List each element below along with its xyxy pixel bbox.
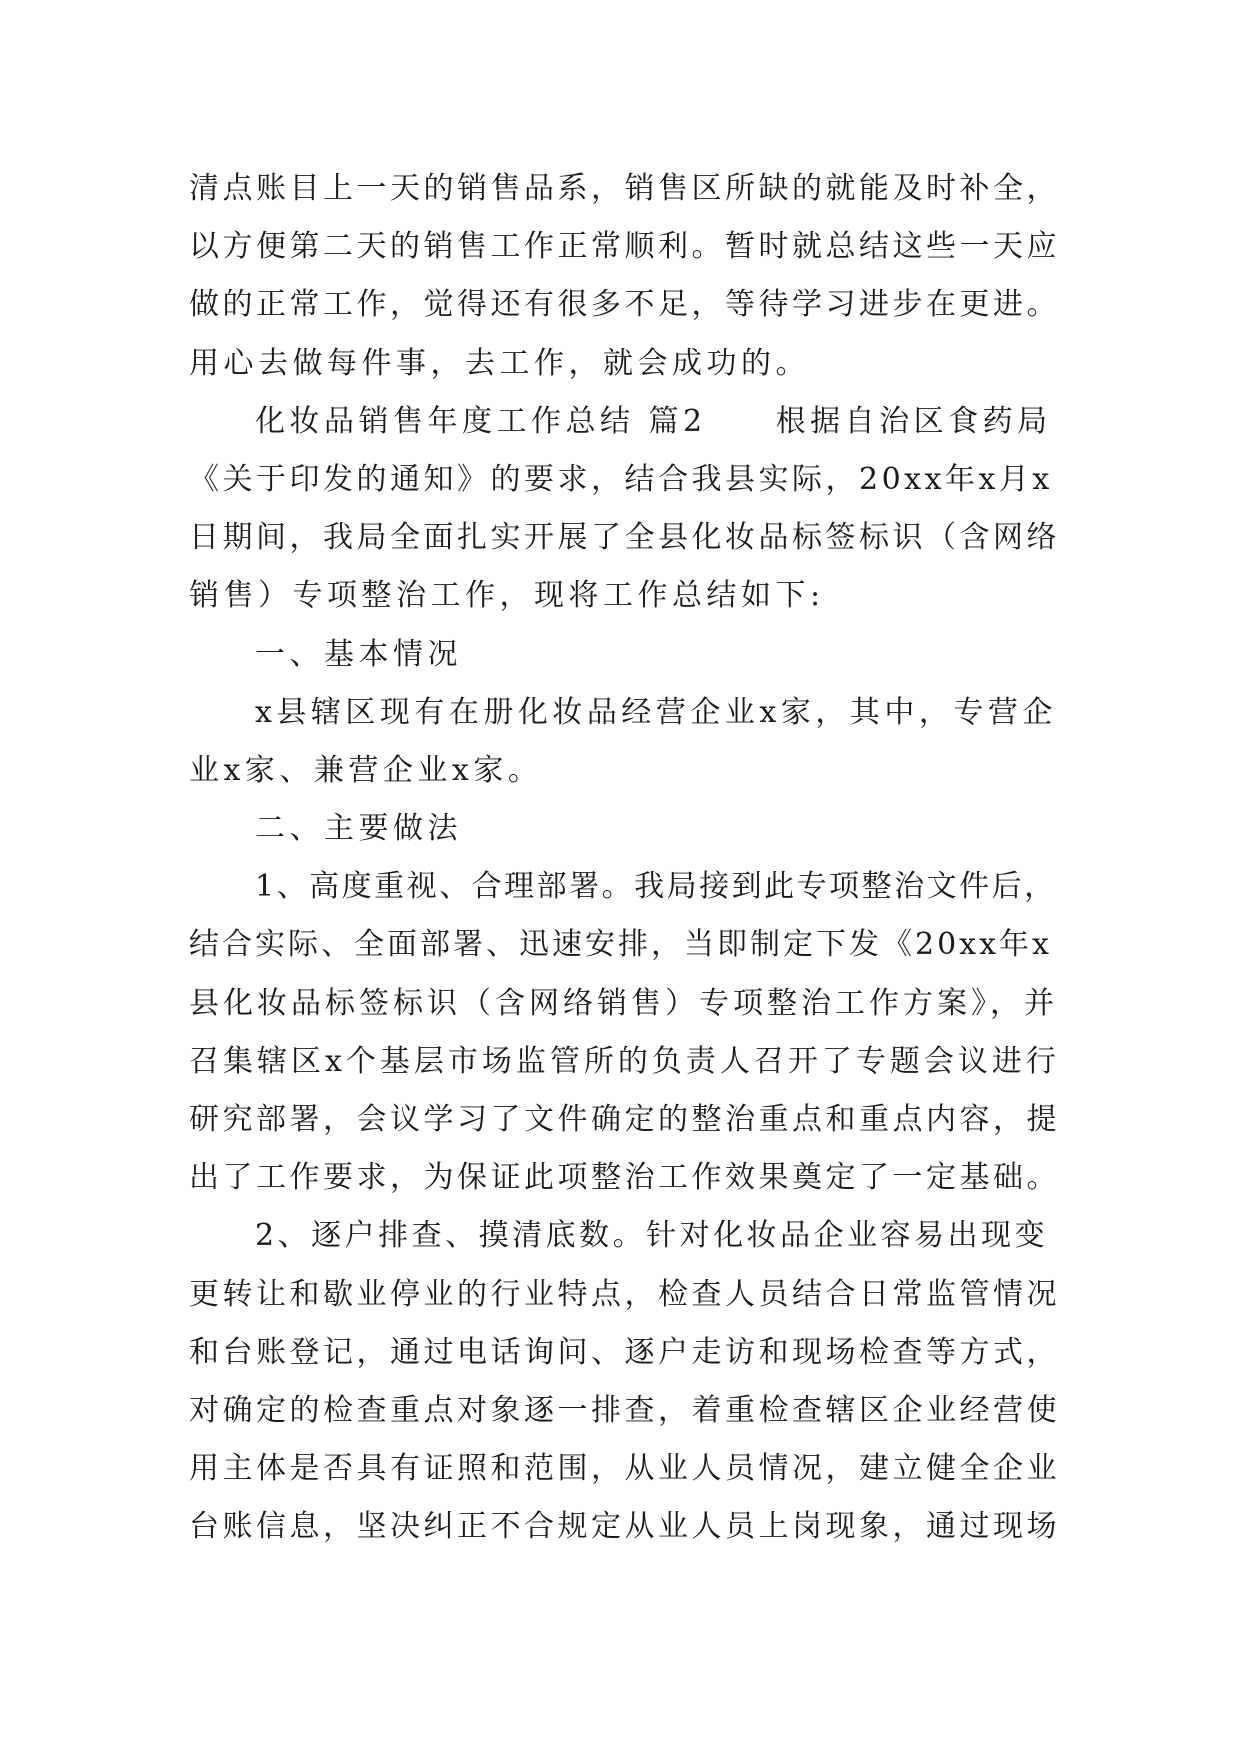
text-line: 用主体是否具有证照和范围，从业人员情况，建立健全企业 (189, 1451, 1060, 1487)
text-line: 日期间，我局全面扎实开展了全县化妆品标签标识（含网络 (189, 520, 1060, 556)
section-heading: 一、基本情况 (255, 636, 462, 672)
text-line: 研究部署，会议学习了文件确定的整治重点和重点内容，提 (189, 1102, 1060, 1137)
text-line: 对确定的检查重点对象逐一排查，着重检查辖区企业经营使 (189, 1392, 1060, 1428)
text-line: 县化妆品标签标识（含网络销售）专项整治工作方案》，并 (189, 985, 1058, 1021)
text-line: 业x家、兼营企业x家。 (189, 752, 543, 788)
text-line: 召集辖区x个基层市场监管所的负责人召开了专题会议进行 (189, 1043, 1060, 1079)
document-body (189, 160, 1069, 1557)
text-line: 1、高度重视、合理部署。我局接到此专项整治文件后， (255, 869, 1057, 905)
section-heading: 二、主要做法 (255, 811, 462, 847)
text-line: 出了工作要求，为保证此项整治工作效果奠定了一定基础。 (189, 1160, 1060, 1196)
text-line: 和台账登记，通过电话询问、逐户走访和现场检查等方式， (189, 1334, 1060, 1370)
text-line: 清点账目上一天的销售品系，销售区所缺的就能及时补全， (189, 171, 1060, 206)
text-line: 《关于印发的通知》的要求，结合我县实际，20xx年x月x (189, 461, 1053, 497)
text-line: 销售）专项整治工作，现将工作总结如下: (189, 578, 825, 614)
text-line: 台账信息，坚决纠正不合规定从业人员上岗现象，通过现场 (189, 1509, 1060, 1545)
section-heading-line: 化妆品销售年度工作总结 篇2 根据自治区食药局 (255, 403, 1052, 439)
text-line: 用心去做每件事，去工作，就会成功的。 (189, 345, 810, 381)
text-line: x县辖区现有在册化妆品经营企业x家，其中，专营企 (255, 694, 1057, 730)
text-line: 结合实际、全面部署、迅速安排，当即制定下发《20xx年x (189, 927, 1052, 963)
text-line: 更转让和歇业停业的行业特点，检查人员结合日常监管情况 (189, 1276, 1060, 1312)
text-line: 做的正常工作，觉得还有很多不足，等待学习进步在更进。 (189, 287, 1060, 323)
text-line: 以方便第二天的销售工作正常顺利。暂时就总结这些一天应 (189, 229, 1060, 265)
text-line: 2、逐户排查、摸清底数。针对化妆品企业容易出现变 (255, 1218, 1049, 1254)
